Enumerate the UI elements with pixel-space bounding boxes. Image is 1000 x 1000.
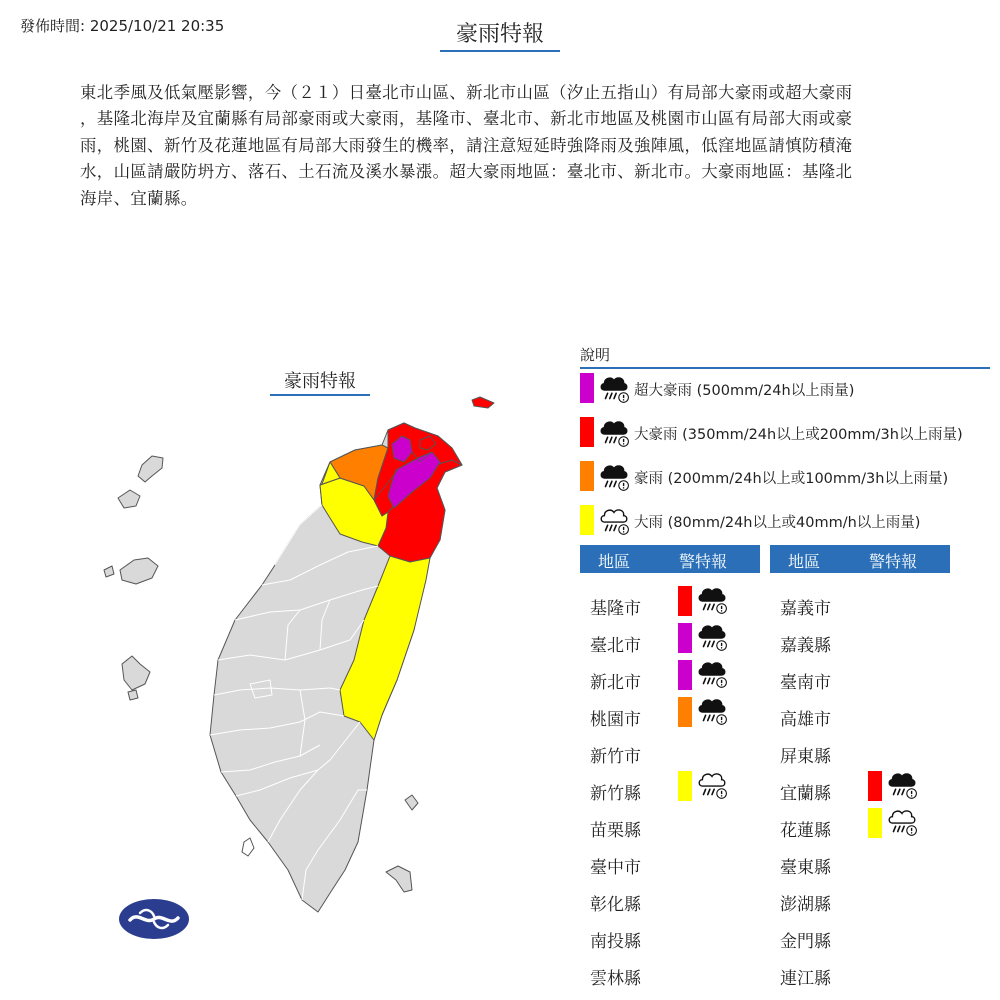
heavy-rain-warning-icon xyxy=(886,769,918,805)
legend-label: 豪雨 (200mm/24h以上或100mm/3h以上雨量) xyxy=(634,471,949,487)
map-title: 豪雨特報 xyxy=(270,367,370,396)
region-name: 連江縣 xyxy=(780,969,831,989)
region-name: 新竹縣 xyxy=(590,784,641,804)
region-row xyxy=(770,882,950,919)
region-name: 基隆市 xyxy=(590,599,641,619)
issue-time: 發佈時間: 2025/10/21 20:35 xyxy=(20,17,225,35)
matsu-island xyxy=(138,456,163,482)
region-row xyxy=(770,771,950,808)
region-name: 新北市 xyxy=(590,673,641,693)
green-island xyxy=(405,795,418,810)
region-name: 南投縣 xyxy=(590,932,641,952)
region-row xyxy=(580,882,760,919)
heavy-rain-warning-icon xyxy=(696,584,728,620)
page-title: 豪雨特報 xyxy=(440,17,560,52)
rain-warning-icon xyxy=(696,769,728,805)
region-row xyxy=(770,845,950,882)
warning-swatch xyxy=(678,586,692,616)
region-name: 澎湖縣 xyxy=(780,895,831,915)
legend-title: 說明 xyxy=(580,344,990,369)
legend-swatch xyxy=(580,461,594,491)
orchid-island xyxy=(386,866,412,892)
column-header-region: 地區 xyxy=(788,552,821,571)
region-row xyxy=(580,586,760,623)
region-name: 彰化縣 xyxy=(590,895,641,915)
heavy-rain-warning-icon xyxy=(598,418,630,452)
region-name: 臺中市 xyxy=(590,858,641,878)
region-row xyxy=(770,919,950,956)
description-line: 水，山區請嚴防坍方、落石、土石流及溪水暴漲。超大豪雨地區：臺北市、新北市。大豪雨地區：基隆北 xyxy=(80,162,853,182)
heavy-rain-warning-icon xyxy=(696,695,728,731)
warning-swatch xyxy=(678,771,692,801)
legend-swatch xyxy=(580,505,594,535)
legend-item xyxy=(580,417,995,447)
kinmen-island xyxy=(120,558,158,584)
heavy-rain-warning-icon xyxy=(696,658,728,694)
heavy-rain-warning-icon xyxy=(598,374,630,408)
region-name: 宜蘭縣 xyxy=(780,784,831,804)
penghu-island xyxy=(128,690,138,700)
region-name: 臺南市 xyxy=(780,673,831,693)
region-name: 高雄市 xyxy=(780,710,831,730)
region-row xyxy=(770,734,950,771)
taiwan-warning-map xyxy=(95,385,515,925)
region-name: 花蓮縣 xyxy=(780,821,831,841)
region-name: 苗栗縣 xyxy=(590,821,641,841)
cwa-logo-icon xyxy=(118,897,190,941)
region-row xyxy=(580,956,760,993)
matsu-island xyxy=(118,490,140,508)
lake xyxy=(242,838,254,856)
region-row xyxy=(770,623,950,660)
region-row xyxy=(770,956,950,993)
table-header-right xyxy=(770,545,950,573)
description-line: 東北季風及低氣壓影響，今（２１）日臺北市山區、新北市山區（汐止五指山）有局部大豪雨或超大豪雨 xyxy=(80,83,853,102)
region-row xyxy=(580,660,760,697)
region-row xyxy=(580,734,760,771)
warning-description xyxy=(80,80,910,212)
column-header-region: 地區 xyxy=(598,552,631,571)
region-name: 金門縣 xyxy=(780,932,831,952)
region-row xyxy=(580,771,760,808)
rain-warning-icon xyxy=(886,806,918,842)
region-name: 嘉義縣 xyxy=(780,636,831,656)
legend-label: 大豪雨 (350mm/24h以上或200mm/3h以上雨量) xyxy=(634,427,963,443)
column-header-warning: 警特報 xyxy=(679,552,728,571)
region-row xyxy=(580,919,760,956)
region-row xyxy=(770,808,950,845)
region-row xyxy=(770,697,950,734)
description-line: 海岸、宜蘭縣。 xyxy=(80,188,198,208)
heavy-rain-warning-icon xyxy=(598,462,630,496)
warning-swatch xyxy=(678,660,692,690)
region-name: 屏東縣 xyxy=(780,747,831,767)
description-line: 雨，桃園、新竹及花蓮地區有局部大雨發生的機率，請注意短延時強降雨及強陣風，低窪地區請慎防積淹 xyxy=(80,135,853,155)
guishan-island xyxy=(472,397,494,408)
description-line: ，基隆北海岸及宜蘭縣有局部豪雨或大豪雨，基隆市、臺北市、新北市地區及桃園市山區有局部大雨或豪 xyxy=(80,109,853,129)
warning-swatch xyxy=(678,697,692,727)
region-row xyxy=(580,697,760,734)
warning-swatch xyxy=(868,771,882,801)
penghu-island xyxy=(122,656,150,690)
legend-item xyxy=(580,461,995,491)
legend-item xyxy=(580,373,995,403)
region-row xyxy=(770,586,950,623)
heavy-rain-warning-icon xyxy=(696,621,728,657)
region-name: 桃園市 xyxy=(590,710,641,730)
region-row xyxy=(580,808,760,845)
region-name: 臺北市 xyxy=(590,636,641,656)
kinmen-island xyxy=(104,566,114,577)
region-name: 新竹市 xyxy=(590,747,641,767)
region-row xyxy=(770,660,950,697)
legend-swatch xyxy=(580,417,594,447)
legend-label: 大雨 (80mm/24h以上或40mm/h以上雨量) xyxy=(634,515,921,531)
region-name: 雲林縣 xyxy=(590,969,641,989)
legend-label: 超大豪雨 (500mm/24h以上雨量) xyxy=(634,383,855,399)
region-name: 臺東縣 xyxy=(780,858,831,878)
rain-warning-icon xyxy=(598,506,630,540)
table-header-left xyxy=(580,545,760,573)
region-row xyxy=(580,845,760,882)
region-name: 嘉義市 xyxy=(780,599,831,619)
legend-item xyxy=(580,505,995,535)
legend-swatch xyxy=(580,373,594,403)
region-row xyxy=(580,623,760,660)
column-header-warning: 警特報 xyxy=(869,552,918,571)
warning-swatch xyxy=(868,808,882,838)
warning-swatch xyxy=(678,623,692,653)
